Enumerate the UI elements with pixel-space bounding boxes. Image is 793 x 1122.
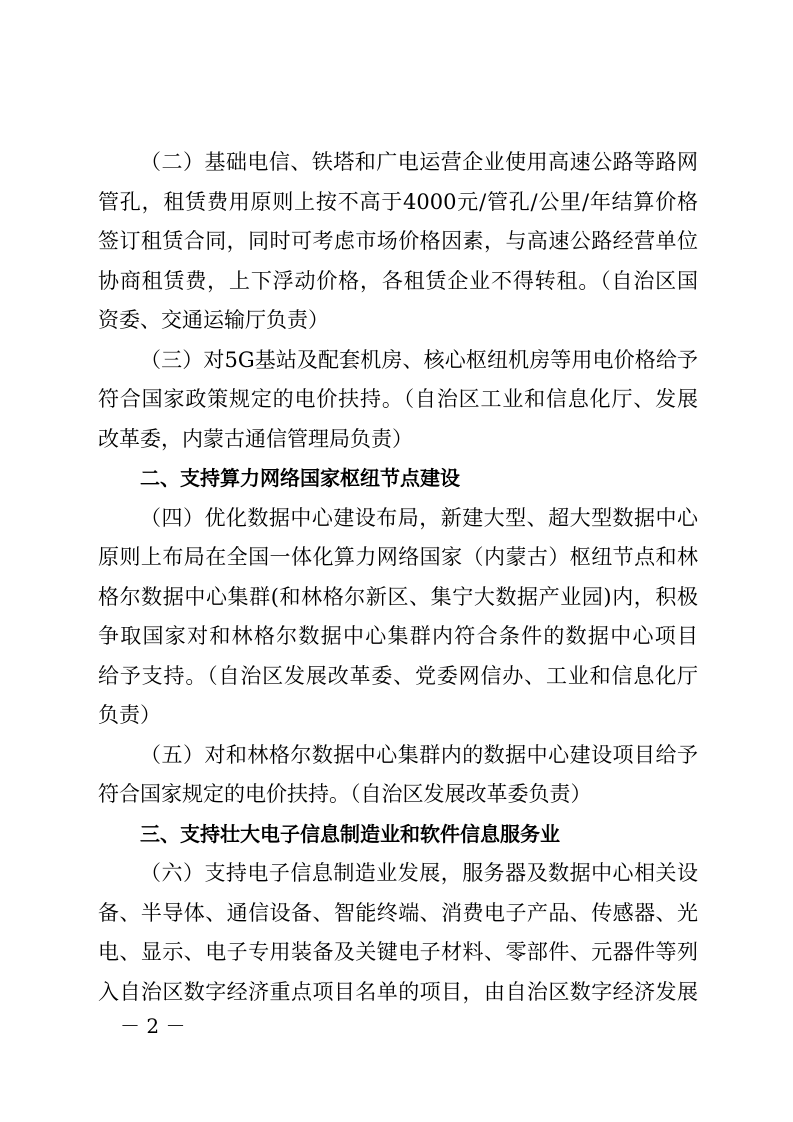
page-number: － 2 － [120, 1014, 186, 1038]
paragraph-2-line-2: 管孔，租赁费用原则上按不高于4000元/管孔/公里/年结算价格 [98, 190, 698, 214]
paragraph-3-line-1: （三）对5G基站及配套机房、核心枢纽机房等用电价格给予 [140, 348, 698, 372]
paragraph-3-line-2: 符合国家政策规定的电价扶持。（自治区工业和信息化厅、发展 [98, 387, 698, 411]
paragraph-6-line-2: 备、半导体、通信设备、智能终端、消费电子产品、传感器、光 [98, 901, 698, 925]
paragraph-4-line-5: 给予支持。（自治区发展改革委、党委网信办、工业和信息化厅 [98, 664, 698, 688]
paragraph-3-line-3: 改革委，内蒙古通信管理局负责） [98, 427, 413, 451]
paragraph-6-line-1: （六）支持电子信息制造业发展，服务器及数据中心相关设 [140, 861, 698, 885]
paragraph-2-line-5: 资委、交通运输厅负责） [98, 308, 329, 332]
section-heading-2: 二、支持算力网络国家枢纽节点建设 [140, 466, 460, 490]
paragraph-4-line-3: 格尔数据中心集群(和林格尔新区、集宁大数据产业园)内，积极 [98, 585, 698, 609]
paragraph-5-line-1: （五）对和林格尔数据中心集群内的数据中心建设项目给予 [140, 743, 698, 767]
paragraph-2-line-1: （二）基础电信、铁塔和广电运营企业使用高速公路等路网 [140, 150, 698, 174]
paragraph-6-line-3: 电、显示、电子专用装备及关键电子材料、零部件、元器件等列 [98, 940, 698, 964]
paragraph-6-line-4: 入自治区数字经济重点项目名单的项目，由自治区数字经济发展 [98, 980, 698, 1004]
paragraph-5-line-2: 符合国家规定的电价扶持。（自治区发展改革委负责） [98, 782, 592, 806]
paragraph-4-line-6: 负责） [98, 703, 161, 727]
paragraph-4-line-1: （四）优化数据中心建设布局，新建大型、超大型数据中心 [140, 506, 698, 530]
paragraph-2-line-3: 签订租赁合同，同时可考虑市场价格因素，与高速公路经营单位 [98, 229, 698, 253]
paragraph-4-line-2: 原则上布局在全国一体化算力网络国家（内蒙古）枢纽节点和林 [98, 545, 698, 569]
paragraph-4-line-4: 争取国家对和林格尔数据中心集群内符合条件的数据中心项目 [98, 624, 698, 648]
section-heading-3: 三、支持壮大电子信息制造业和软件信息服务业 [140, 822, 560, 846]
paragraph-2-line-4: 协商租赁费，上下浮动价格，各租赁企业不得转租。（自治区国 [98, 269, 698, 293]
